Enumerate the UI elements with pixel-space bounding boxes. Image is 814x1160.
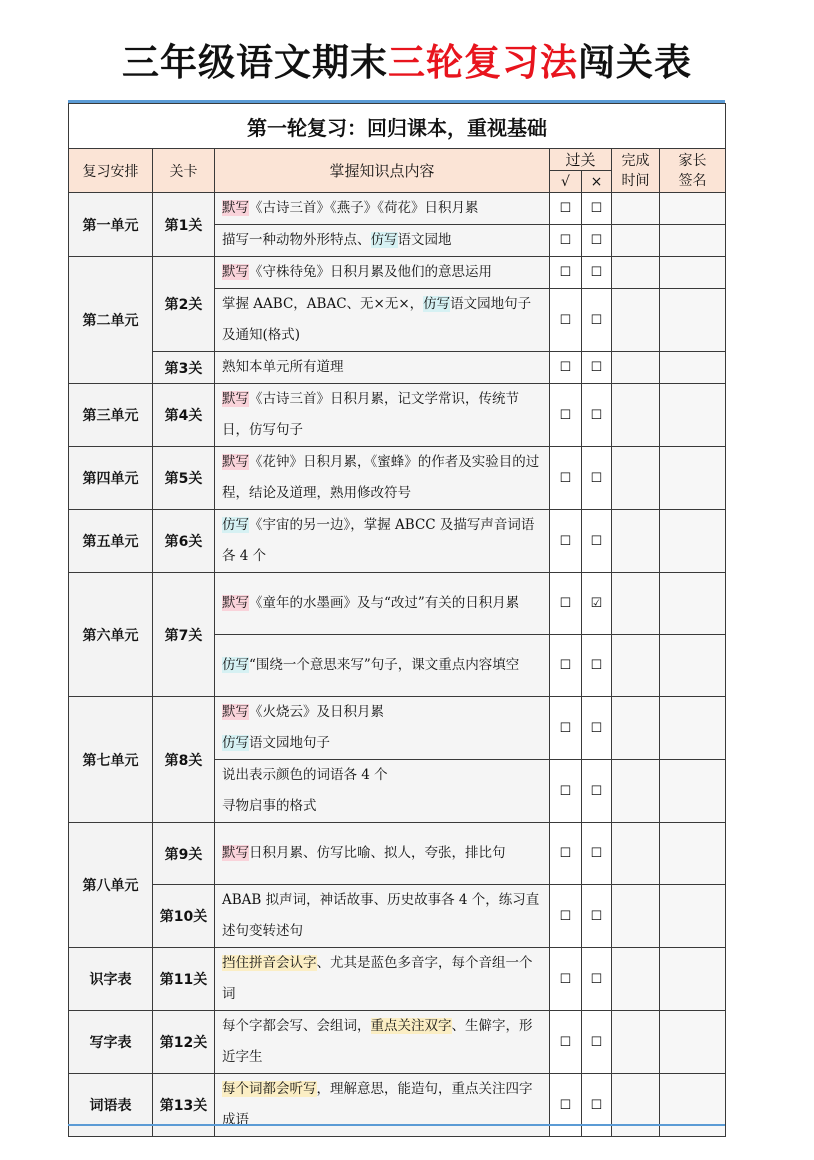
fail-checkbox[interactable]: ☐ xyxy=(582,352,612,384)
highlighted-text: 默写 xyxy=(222,391,249,407)
done-time-cell[interactable] xyxy=(612,635,660,697)
header-check-mark: √ xyxy=(550,171,582,193)
content-cell xyxy=(215,352,550,384)
level-cell: 第12关 xyxy=(153,1011,215,1074)
fail-checkbox[interactable]: ☑ xyxy=(582,573,612,635)
fail-checkbox[interactable]: ☐ xyxy=(582,1074,612,1137)
done-time-cell[interactable] xyxy=(612,1074,660,1137)
fail-checkbox[interactable]: ☐ xyxy=(582,948,612,1011)
level-cell: 第1关 xyxy=(153,193,215,257)
unit-cell: 第三单元 xyxy=(69,384,153,447)
pass-checkbox[interactable]: ☐ xyxy=(550,573,582,635)
parent-sign-cell[interactable] xyxy=(660,352,726,384)
highlighted-text: 仿写 xyxy=(423,296,451,312)
content-cell xyxy=(215,1011,550,1074)
parent-sign-cell[interactable] xyxy=(660,697,726,760)
unit-cell: 识字表 xyxy=(69,948,153,1011)
done-time-cell[interactable] xyxy=(612,697,660,760)
title-part-3: 闯关表 xyxy=(578,41,692,84)
content-text: 熟知本单元所有道理 xyxy=(222,359,344,375)
unit-cell: 第二单元 xyxy=(69,257,153,384)
content-text: 、生僻字，形近字生 xyxy=(222,1018,533,1065)
table-row xyxy=(69,384,726,447)
content-cell xyxy=(215,510,550,573)
level-cell: 第3关 xyxy=(153,352,215,384)
done-time-cell[interactable] xyxy=(612,384,660,447)
content-text: 说出表示颜色的词语各 4 个 xyxy=(222,767,388,783)
highlighted-text: 重点关注双字 xyxy=(370,1018,452,1034)
pass-checkbox[interactable]: ☐ xyxy=(550,1011,582,1074)
content-cell xyxy=(215,1074,550,1137)
content-text: 语文园地句子 xyxy=(249,735,330,751)
level-cell: 第8关 xyxy=(153,697,215,823)
highlighted-text: 挡住拼音会认字 xyxy=(222,955,317,971)
level-cell: 第2关 xyxy=(153,257,215,352)
section-title: 第一轮复习：回归课本，重视基础 xyxy=(69,104,726,149)
highlighted-text: 默写 xyxy=(222,845,249,861)
content-cell xyxy=(215,257,550,289)
table-row xyxy=(69,697,726,760)
unit-cell: 词语表 xyxy=(69,1074,153,1137)
pass-checkbox[interactable]: ☐ xyxy=(550,510,582,573)
content-text: 《古诗三首》日积月累，记文学常识，传统节日，仿写句子 xyxy=(222,391,519,438)
header-parent-sign: 家长签名 xyxy=(660,149,726,193)
title-part-highlight: 三轮复习法 xyxy=(388,41,578,84)
table-body xyxy=(69,193,726,1137)
table-row xyxy=(69,948,726,1011)
level-cell: 第4关 xyxy=(153,384,215,447)
level-cell: 第13关 xyxy=(153,1074,215,1137)
parent-sign-cell[interactable] xyxy=(660,257,726,289)
content-text: 《花钟》日积月累，《蜜蜂》的作者及实验目的过程，结论及道理，熟用修改符号 xyxy=(222,454,540,501)
content-text: 《古诗三首》《燕子》《荷花》日积月累 xyxy=(249,200,479,216)
highlighted-text: 仿写 xyxy=(222,517,249,533)
pass-checkbox[interactable]: ☐ xyxy=(550,948,582,1011)
table-row xyxy=(69,447,726,510)
fail-checkbox[interactable]: ☐ xyxy=(582,823,612,885)
content-text: 每个字都会写、会组词， xyxy=(222,1018,371,1034)
content-cell xyxy=(215,948,550,1011)
unit-cell: 第七单元 xyxy=(69,697,153,823)
done-time-cell[interactable] xyxy=(612,760,660,823)
parent-sign-cell[interactable] xyxy=(660,193,726,225)
fail-checkbox[interactable]: ☐ xyxy=(582,635,612,697)
fail-checkbox[interactable]: ☐ xyxy=(582,193,612,225)
parent-sign-cell[interactable] xyxy=(660,635,726,697)
done-time-cell[interactable] xyxy=(612,573,660,635)
content-cell xyxy=(215,573,550,635)
highlighted-text: 仿写 xyxy=(370,232,398,248)
fail-checkbox[interactable]: ☐ xyxy=(582,289,612,352)
content-cell xyxy=(215,193,550,225)
table-row xyxy=(69,885,726,948)
page-title xyxy=(0,38,814,88)
content-text: ABAB 拟声词，神话故事、历史故事各 4 个，练习直述句变转述句 xyxy=(222,892,540,939)
level-cell: 第6关 xyxy=(153,510,215,573)
highlighted-text: 每个词都会听写 xyxy=(222,1081,317,1097)
pass-checkbox[interactable]: ☐ xyxy=(550,257,582,289)
done-time-cell[interactable] xyxy=(612,225,660,257)
pass-checkbox[interactable]: ☐ xyxy=(550,352,582,384)
content-text: 日积月累、仿写比喻、拟人，夸张，排比句 xyxy=(249,845,506,861)
parent-sign-cell[interactable] xyxy=(660,289,726,352)
header-level: 关卡 xyxy=(153,149,215,193)
done-time-cell[interactable] xyxy=(612,289,660,352)
content-cell xyxy=(215,447,550,510)
unit-cell: 写字表 xyxy=(69,1011,153,1074)
level-cell: 第5关 xyxy=(153,447,215,510)
title-part-1: 三年级语文期末 xyxy=(122,41,388,84)
unit-cell: 第八单元 xyxy=(69,823,153,948)
content-text: “围绕一个意思来写”句子，课文重点内容填空 xyxy=(249,657,520,673)
fail-checkbox[interactable]: ☐ xyxy=(582,885,612,948)
done-time-cell[interactable] xyxy=(612,885,660,948)
done-time-cell[interactable] xyxy=(612,1011,660,1074)
content-cell xyxy=(215,635,550,697)
unit-cell: 第四单元 xyxy=(69,447,153,510)
bottom-rule xyxy=(68,1124,725,1126)
table-row xyxy=(69,1011,726,1074)
highlighted-text: 仿写 xyxy=(222,657,249,673)
parent-sign-cell[interactable] xyxy=(660,384,726,447)
parent-sign-cell[interactable] xyxy=(660,823,726,885)
pass-checkbox[interactable]: ☐ xyxy=(550,823,582,885)
fail-checkbox[interactable]: ☐ xyxy=(582,697,612,760)
level-cell: 第9关 xyxy=(153,823,215,885)
parent-sign-cell[interactable] xyxy=(660,510,726,573)
highlighted-text: 默写 xyxy=(222,200,249,216)
unit-cell: 第六单元 xyxy=(69,573,153,697)
content-text: 《童年的水墨画》及与“改过”有关的日积月累 xyxy=(249,595,520,611)
highlighted-text: 默写 xyxy=(222,595,249,611)
content-text: 寻物启事的格式 xyxy=(222,798,317,814)
content-text: ，理解意思，能造句，重点关注四字成语 xyxy=(222,1081,533,1128)
level-cell: 第11关 xyxy=(153,948,215,1011)
content-cell xyxy=(215,885,550,948)
table-row xyxy=(69,510,726,573)
parent-sign-cell[interactable] xyxy=(660,225,726,257)
content-text: 语文园地 xyxy=(397,232,452,248)
pass-checkbox[interactable]: ☐ xyxy=(550,697,582,760)
header-content: 掌握知识点内容 xyxy=(215,149,550,193)
content-text: 掌握 AABC，ABAC、无×无×， xyxy=(222,296,424,312)
content-cell xyxy=(215,760,550,823)
table-row xyxy=(69,573,726,635)
table-row xyxy=(69,257,726,289)
parent-sign-cell[interactable] xyxy=(660,447,726,510)
highlighted-text: 默写 xyxy=(222,454,249,470)
parent-sign-cell[interactable] xyxy=(660,948,726,1011)
pass-checkbox[interactable]: ☐ xyxy=(550,193,582,225)
header-cross-mark: × xyxy=(582,171,612,193)
highlighted-text: 仿写 xyxy=(222,735,249,751)
fail-checkbox[interactable]: ☐ xyxy=(582,510,612,573)
done-time-cell[interactable] xyxy=(612,447,660,510)
highlighted-text: 默写 xyxy=(222,704,249,720)
parent-sign-cell[interactable] xyxy=(660,760,726,823)
pass-checkbox[interactable]: ☐ xyxy=(550,447,582,510)
highlighted-text: 默写 xyxy=(222,264,249,280)
table-row xyxy=(69,352,726,384)
fail-checkbox[interactable]: ☐ xyxy=(582,1011,612,1074)
pass-checkbox[interactable]: ☐ xyxy=(550,384,582,447)
header-pass: 过关 xyxy=(550,149,612,171)
level-cell: 第7关 xyxy=(153,573,215,697)
fail-checkbox[interactable]: ☐ xyxy=(582,257,612,289)
done-time-cell[interactable] xyxy=(612,823,660,885)
pass-checkbox[interactable]: ☐ xyxy=(550,1074,582,1137)
parent-sign-cell[interactable] xyxy=(660,573,726,635)
content-text: 、尤其是蓝色多音字，每个音组一个词 xyxy=(222,955,533,1002)
fail-checkbox[interactable]: ☐ xyxy=(582,384,612,447)
pass-checkbox[interactable]: ☐ xyxy=(550,760,582,823)
done-time-cell[interactable] xyxy=(612,193,660,225)
fail-checkbox[interactable]: ☐ xyxy=(582,447,612,510)
table-row xyxy=(69,823,726,885)
pass-checkbox[interactable]: ☐ xyxy=(550,635,582,697)
content-cell xyxy=(215,225,550,257)
table-row xyxy=(69,1074,726,1137)
content-text: 语文园地句子及通知(格式) xyxy=(222,296,532,343)
content-text: 《守株待兔》日积月累及他们的意思运用 xyxy=(249,264,492,280)
level-cell: 第10关 xyxy=(153,885,215,948)
pass-checkbox[interactable]: ☐ xyxy=(550,289,582,352)
header-done-time: 完成时间 xyxy=(612,149,660,193)
unit-cell: 第一单元 xyxy=(69,193,153,257)
parent-sign-cell[interactable] xyxy=(660,1074,726,1137)
unit-cell: 第五单元 xyxy=(69,510,153,573)
done-time-cell[interactable] xyxy=(612,948,660,1011)
fail-checkbox[interactable]: ☐ xyxy=(582,225,612,257)
header-schedule: 复习安排 xyxy=(69,149,153,193)
pass-checkbox[interactable]: ☐ xyxy=(550,885,582,948)
pass-checkbox[interactable]: ☐ xyxy=(550,225,582,257)
done-time-cell[interactable] xyxy=(612,510,660,573)
fail-checkbox[interactable]: ☐ xyxy=(582,760,612,823)
content-text: 描写一种动物外形特点、 xyxy=(222,232,371,248)
done-time-cell[interactable] xyxy=(612,257,660,289)
content-cell xyxy=(215,289,550,352)
content-cell xyxy=(215,823,550,885)
parent-sign-cell[interactable] xyxy=(660,1011,726,1074)
review-table xyxy=(68,103,726,1137)
done-time-cell[interactable] xyxy=(612,352,660,384)
content-cell xyxy=(215,697,550,760)
content-text: 《宇宙的另一边》，掌握 ABCC 及描写声音词语各 4 个 xyxy=(222,517,535,564)
content-cell xyxy=(215,384,550,447)
table-row xyxy=(69,193,726,225)
parent-sign-cell[interactable] xyxy=(660,885,726,948)
content-text: 《火烧云》及日积月累 xyxy=(249,704,384,720)
